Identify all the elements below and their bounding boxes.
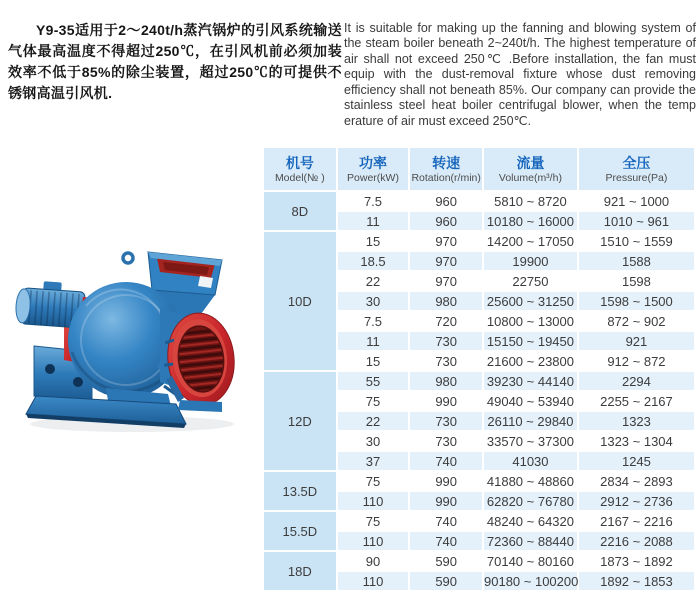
table-cell: 970 — [410, 252, 482, 270]
table-cell: 970 — [410, 232, 482, 250]
table-cell: 110 — [338, 532, 409, 550]
table-cell: 740 — [410, 512, 482, 530]
table-cell: 1245 — [579, 452, 694, 470]
table-cell: 22 — [338, 272, 409, 290]
col-header-power-zh: 功率 — [359, 154, 387, 171]
table-cell: 37 — [338, 452, 409, 470]
table-cell: 18.5 — [338, 252, 409, 270]
table-cell: 90180 ~ 100200 — [484, 573, 579, 589]
product-image-fan — [12, 248, 250, 436]
table-cell: 730 — [410, 332, 482, 350]
table-row — [264, 232, 694, 250]
centrifugal-fan-illustration — [12, 248, 250, 436]
table-cell: 15 — [338, 232, 409, 250]
table-cell: 2834 ~ 2893 — [579, 472, 694, 490]
col-header-model — [264, 148, 336, 190]
table-cell: 1323 ~ 1304 — [579, 432, 694, 450]
table-cell: 1323 — [579, 412, 694, 430]
table-cell: 25600 ~ 31250 — [484, 292, 577, 310]
table-cell: 2167 ~ 2216 — [579, 512, 694, 530]
table-cell: 15150 ~ 19450 — [484, 332, 577, 350]
table-cell: 33570 ~ 37300 — [484, 432, 577, 450]
table-cell: 1010 ~ 961 — [579, 212, 694, 230]
inlet-support — [178, 400, 222, 412]
table-cell: 110 — [338, 492, 409, 510]
table-cell: 990 — [410, 392, 482, 410]
table-cell: 2294 — [579, 372, 694, 390]
col-header-model-en: Model(№ ) — [274, 171, 325, 184]
table-cell: 1598 ~ 1500 — [579, 292, 694, 310]
table-cell: 740 — [410, 452, 482, 470]
table-cell: 720 — [410, 312, 482, 330]
table-cell: 41030 — [484, 452, 577, 470]
table-cell: 22 — [338, 412, 409, 430]
intro-paragraph-chinese: Y9-35适用于2～240t/h蒸汽锅炉的引风系统输送气体最高温度不得超过250℃，在引风机前必须加装效率不低于85%的除尘装置，超过250℃的可提供不锈钢高温引风机. — [8, 22, 342, 101]
table-cell: 21600 ~ 23800 — [484, 352, 577, 370]
table-cell: 90 — [338, 552, 409, 570]
col-header-rotation-zh: 转速 — [432, 154, 461, 171]
table-cell: 72360 ~ 88440 — [484, 532, 577, 550]
table-cell: 62820 ~ 76780 — [484, 492, 577, 510]
table-row — [264, 372, 694, 390]
model-cell: 12D — [264, 372, 336, 470]
spec-table-header-row — [264, 148, 694, 190]
table-cell: 1892 ~ 1853 — [579, 572, 694, 590]
table-cell: 5810 ~ 8720 — [484, 192, 577, 210]
table-cell: 41880 ~ 48860 — [484, 472, 577, 490]
col-header-volume — [484, 148, 577, 190]
table-cell: 14200 ~ 17050 — [484, 232, 577, 250]
table-cell: 10800 ~ 13000 — [484, 312, 577, 330]
table-cell: 921 ~ 1000 — [579, 192, 694, 210]
table-cell: 921 — [579, 332, 694, 350]
table-cell: 49040 ~ 53940 — [484, 392, 577, 410]
table-cell: 1598 — [579, 272, 694, 290]
table-cell: 1873 ~ 1892 — [579, 552, 694, 570]
model-cell: 18D — [264, 552, 336, 590]
table-cell: 39230 ~ 44140 — [484, 372, 577, 390]
table-cell: 960 — [410, 192, 482, 210]
table-cell: 730 — [410, 412, 482, 430]
table-cell: 10180 ~ 16000 — [484, 212, 577, 230]
col-header-power — [338, 148, 409, 190]
col-header-volume-en: Volume(m³/h) — [498, 171, 562, 184]
model-cell: 13.5D — [264, 472, 336, 510]
table-cell: 590 — [410, 552, 482, 570]
table-cell: 75 — [338, 512, 409, 530]
col-header-pressure-zh: 全压 — [622, 154, 651, 171]
table-cell: 70140 ~ 80160 — [484, 552, 577, 570]
col-header-pressure-en: Pressure(Pa) — [605, 171, 668, 184]
col-header-rotation — [410, 148, 482, 190]
table-cell: 75 — [338, 472, 409, 490]
table-cell: 110 — [338, 572, 409, 590]
table-cell: 960 — [410, 212, 482, 230]
col-header-pressure — [579, 148, 694, 190]
table-cell: 22750 — [484, 272, 577, 290]
table-row — [264, 472, 694, 490]
table-cell: 730 — [410, 352, 482, 370]
col-header-model-zh: 机号 — [285, 154, 314, 171]
duct-label — [198, 276, 213, 288]
col-header-volume-zh: 流量 — [516, 154, 545, 171]
table-cell: 990 — [410, 492, 482, 510]
table-cell: 740 — [410, 532, 482, 550]
model-cell: 15.5D — [264, 512, 336, 550]
table-cell: 730 — [410, 432, 482, 450]
table-cell: 990 — [410, 472, 482, 490]
model-cell: 10D — [264, 232, 336, 370]
table-cell: 970 — [410, 272, 482, 290]
table-cell: 11 — [338, 332, 409, 350]
table-cell: 1588 — [579, 252, 694, 270]
intro-paragraph-english: It is suitable for making up the fanning and blowing system of the steam boiler beneath 2~240t/h. The highest temperature of air shall not exceed 250℃ .Before installation, the fan must equip with the dust-removal fixture whose dust removing efficiency shall not beneath 85%. Our company can provide the stainless steel heat boiler centrifugal blower, when the temp erature of air must exceed 250℃. — [344, 20, 696, 129]
spec-table — [262, 146, 696, 592]
table-cell: 26110 ~ 29840 — [484, 412, 577, 430]
table-cell: 590 — [410, 572, 482, 590]
table-cell: 7.5 — [338, 192, 409, 210]
table-cell: 980 — [410, 372, 482, 390]
table-cell: 7.5 — [338, 312, 409, 330]
table-cell: 55 — [338, 372, 409, 390]
table-cell: 30 — [338, 432, 409, 450]
table-cell: 48240 ~ 64320 — [484, 512, 577, 530]
lifting-eye — [123, 253, 133, 263]
col-header-power-en: Power(kW) — [347, 171, 399, 184]
table-cell: 2216 ~ 2088 — [579, 532, 694, 550]
table-cell: 19900 — [484, 252, 577, 270]
table-cell: 980 — [410, 292, 482, 310]
table-cell: 15 — [338, 352, 409, 370]
table-cell: 872 ~ 902 — [579, 312, 694, 330]
table-cell: 11 — [338, 212, 409, 230]
spec-table-body — [264, 192, 694, 590]
table-row — [264, 192, 694, 210]
table-cell: 912 ~ 872 — [579, 352, 694, 370]
table-row — [264, 552, 694, 570]
table-row — [264, 512, 694, 530]
table-cell: 1510 ~ 1559 — [579, 232, 694, 250]
table-cell: 2912 ~ 2736 — [579, 492, 694, 510]
model-cell: 8D — [264, 192, 336, 230]
table-cell: 75 — [338, 392, 409, 410]
col-header-rotation-en: Rotation(r/min) — [411, 171, 481, 184]
table-cell: 30 — [338, 292, 409, 310]
table-cell: 2255 ~ 2167 — [579, 392, 694, 410]
